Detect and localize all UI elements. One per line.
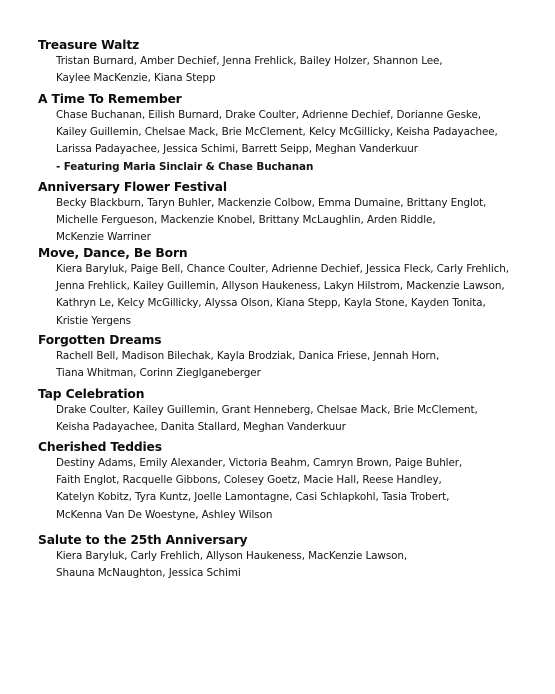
section-title: Treasure Waltz <box>38 38 140 52</box>
section-tap-celebration <box>38 387 543 436</box>
cast-line: Katelyn Kobitz, Tyra Kuntz, Joelle Lamontagne, Casi Schlapkohl, Tasia Trobert, <box>56 491 450 504</box>
cast-line: Kiera Baryluk, Paige Bell, Chance Coulter, Adrienne Dechief, Jessica Fleck, Carly Frehlich, <box>56 263 509 275</box>
section-title: A Time To Remember <box>38 92 182 106</box>
section-move-dance-be-born <box>38 246 543 330</box>
cast-line: Rachell Bell, Madison Bilechak, Kayla Brodziak, Danica Friese, Jennah Horn, <box>56 350 440 362</box>
cast-line: Tristan Burnard, Amber Dechief, Jenna Frehlick, Bailey Holzer, Shannon Lee, <box>56 55 443 67</box>
cast-line: Kathryn Le, Kelcy McGillicky, Alyssa Olson, Kiana Stepp, Kayla Stone, Kayden Tonita, <box>56 297 486 310</box>
cast-line: Kailey Guillemin, Chelsae Mack, Brie McClement, Kelcy McGillicky, Keisha Padayachee, <box>56 126 498 139</box>
cast-line: Keisha Padayachee, Danita Stallard, Meghan Vanderkuur <box>56 421 346 434</box>
cast-line: Chase Buchanan, Eilish Burnard, Drake Coulter, Adrienne Dechief, Dorianne Geske, <box>56 109 481 121</box>
cast-line: Destiny Adams, Emily Alexander, Victoria Beahm, Camryn Brown, Paige Buhler, <box>56 457 463 469</box>
cast-line: McKenzie Warriner <box>56 231 151 244</box>
section-forgotten-dreams <box>38 333 543 382</box>
section-title: Move, Dance, Be Born <box>38 246 188 260</box>
section-title: Salute to the 25th Anniversary <box>38 533 248 547</box>
section-title: Tap Celebration <box>38 387 145 401</box>
cast-line: Drake Coulter, Kailey Guillemin, Grant Henneberg, Chelsae Mack, Brie McClement, <box>56 404 478 416</box>
section-anniversary-flower-festival <box>38 180 543 247</box>
cast-line: Kiera Baryluk, Carly Frehlich, Allyson Haukeness, MacKenzie Lawson, <box>56 550 408 562</box>
cast-line: Faith Englot, Racquelle Gibbons, Colesey Goetz, Macie Hall, Reese Handley, <box>56 474 442 487</box>
section-title: Cherished Teddies <box>38 440 162 454</box>
cast-line: Larissa Padayachee, Jessica Schimi, Barrett Seipp, Meghan Vanderkuur <box>56 143 418 156</box>
cast-line: Tiana Whitman, Corinn Zieglganeberger <box>56 367 261 380</box>
cast-line: Shauna McNaughton, Jessica Schimi <box>56 567 241 580</box>
featuring-line: - Featuring Maria Sinclair & Chase Buchanan <box>56 160 314 173</box>
cast-line: Kristie Yergens <box>56 314 131 327</box>
section-treasure-waltz <box>38 38 543 87</box>
cast-line: Michelle Fergueson, Mackenzie Knobel, Brittany McLaughlin, Arden Riddle, <box>56 214 436 227</box>
cast-line: Becky Blackburn, Taryn Buhler, Mackenzie Colbow, Emma Dumaine, Brittany Englot, <box>56 197 487 209</box>
cast-line: McKenna Van De Woestyne, Ashley Wilson <box>56 508 273 521</box>
section-title: Forgotten Dreams <box>38 333 162 347</box>
cast-line: Jenna Frehlick, Kailey Guillemin, Allyson Haukeness, Lakyn Hilstrom, Mackenzie Lawson, <box>56 280 505 293</box>
section-a-time-to-remember <box>38 92 543 176</box>
section-salute-25th-anniversary <box>38 533 543 582</box>
cast-line: Kaylee MacKenzie, Kiana Stepp <box>56 72 216 85</box>
section-title: Anniversary Flower Festival <box>38 180 227 194</box>
section-cherished-teddies <box>38 440 543 524</box>
